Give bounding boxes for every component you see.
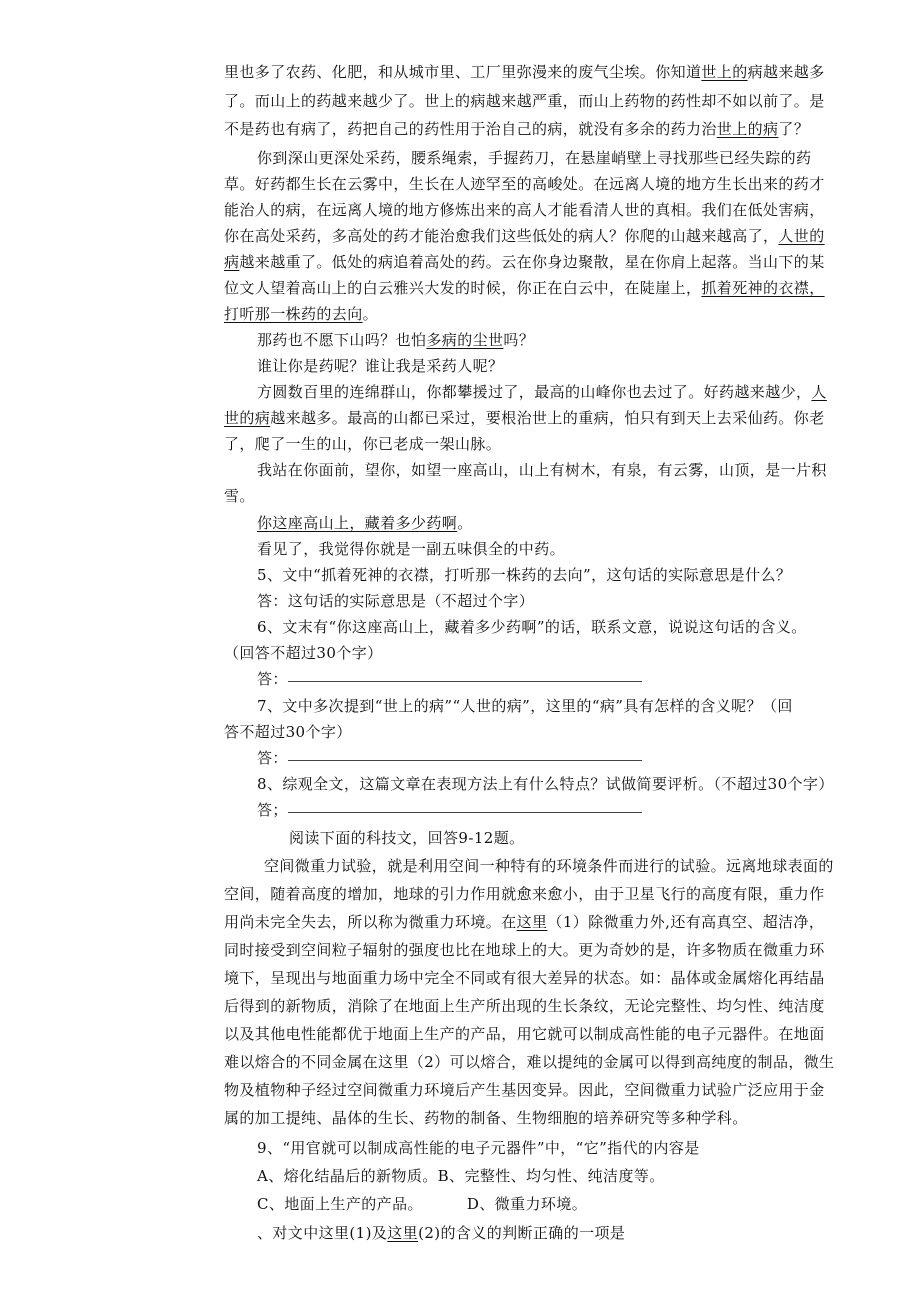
- underlined-phrase: 打听那一株药的去向: [224, 305, 363, 323]
- essay-line: 方圆数百里的连绵群山，你都攀援过了，最高的山峰你也去过了。好药越来越少，人: [257, 383, 827, 401]
- essay-line: 打听那一株药的去向。: [224, 305, 379, 323]
- science-line: 空间，随着高度的增加，地球的引力作用就愈来愈小，由于卫星飞行的高度有限，重力作: [224, 885, 825, 903]
- science-line: 空间微重力试验，就是利用空间一种特有的环境条件而进行的试验。远离地球表面的: [264, 857, 834, 875]
- question-9-options: C、地面上生产的产品。 D、微重力环境。: [257, 1195, 588, 1213]
- science-line: 物及植物种子经过空间微重力环境后产生基因变异。因此，空间微重力试验广泛应用于金: [224, 1081, 825, 1099]
- underlined-phrase: 世上的: [701, 63, 748, 81]
- essay-line: 你到深山更深处采药，腰系绳索，手握药刀，在悬崖峭壁上寻找那些已经失踪的药: [257, 149, 812, 167]
- question-7-cont: 答不超过30个字）: [224, 723, 352, 741]
- answer-5: 答：这句话的实际意思是（不超过个字）: [257, 592, 535, 610]
- essay-line: 了。而山上的药越来越少了。世上的病越来越严重，而山上药物的药性却不如以前了。是: [224, 92, 825, 110]
- question-8: 8、综观全文，这篇文章在表现方法上有什么特点？试做简要评析。（不超过30个字）: [257, 775, 834, 793]
- answer-6: 答：: [257, 666, 877, 692]
- underlined-phrase: 世上的病: [716, 120, 779, 138]
- essay-line: 你在高处采药，多高处的药才能治愈我们这些低处的病人？你爬的山越来越高了，人世的: [224, 227, 825, 245]
- essay-line: 不是药也有病了，药把自己的药性用于治自己的病，就没有多余的药力治世上的病了？: [224, 120, 810, 138]
- essay-line: 我站在你面前，望你，如望一座高山，山上有树木，有泉，有云雾，山顶，是一片积: [257, 461, 827, 479]
- science-line: 同时接受到空间粒子辐射的强度也比在地球上的大。更为奇妙的是，许多物质在微重力环: [224, 941, 825, 959]
- question-9: 9、“用官就可以制成高性能的电子元器件”中，“它”指代的内容是: [257, 1139, 700, 1157]
- essay-line: 看见了，我觉得你就是一副五味俱全的中药。: [257, 540, 566, 558]
- science-line: 境下，呈现出与地面重力场中完全不同或有很大差异的状态。如：晶体或金属熔化再结晶: [224, 969, 825, 987]
- essay-line: 里也多了农药、化肥，和从城市里、工厂里弥漫来的废气尘埃。你知道世上的病越来越多: [224, 63, 825, 81]
- essay-line: 能治人的病，在远离人境的地方修炼出来的高人才能看清人世的真相。我们在低处害病，: [224, 201, 825, 219]
- underlined-phrase: 你这座高山上，藏着多少药啊: [257, 514, 458, 532]
- science-line: 属的加工提纯、晶体的生长、药物的制备、生物细胞的培养研究等多种学科。: [224, 1109, 748, 1127]
- essay-line: 那药也不愿下山吗？也怕多病的尘世吗？: [257, 331, 535, 349]
- underlined-phrase: 多病的尘世: [426, 331, 504, 349]
- underlined-phrase: 人: [811, 383, 827, 401]
- essay-line: 谁让你是药呢？谁让我是采药人呢？: [257, 357, 504, 375]
- question-6: 6、文末有“你这座高山上，藏着多少药啊”的话，联系文意，说说这句话的含义。: [257, 618, 807, 636]
- underlined-phrase: 世的病: [224, 409, 271, 427]
- answer-7: 答：: [257, 745, 877, 771]
- underlined-phrase: 人世的: [778, 227, 825, 245]
- essay-line: 你这座高山上，藏着多少药啊。: [257, 514, 473, 532]
- question-5: 5、文中“抓着死神的衣襟，打听那一株药的去向”，这句话的实际意思是什么？: [257, 566, 792, 584]
- question-6-cont: （回答不超过30个字）: [224, 644, 383, 662]
- essay-line: 世的病越来越多。最高的山都已采过，要根治世上的重病，怕只有到天上去采仙药。你老: [224, 409, 825, 427]
- science-line: 以及其他电性能都优于地面上生产的产品，用它就可以制成高性能的电子元器件。在地面: [224, 1025, 825, 1043]
- essay-line: 位文人望着高山上的白云雅兴大发的时候，你正在白云中，在陡崖上，抓着死神的衣襟，: [224, 279, 825, 297]
- science-line: 难以熔合的不同金属在这里（2）可以熔合，难以提纯的金属可以得到高纯度的制品，微生: [224, 1053, 835, 1071]
- question-7: 7、文中多次提到“世上的病”“人世的病”，这里的“病”具有怎样的含义呢？（回: [257, 697, 793, 715]
- essay-line: 雪。: [224, 487, 255, 505]
- essay-line: 草。好药都生长在云雾中，生长在人迹罕至的高峻处。在远离人境的地方生长出来的药才: [224, 175, 825, 193]
- question-10: 、对文中这里(1)及这里(2)的含义的判断正确的一项是: [257, 1224, 626, 1242]
- science-line: 用尚未完全失去，所以称为微重力环境。在这里（1）除微重力外,还有高真空、超洁净，: [224, 913, 825, 931]
- section-intro: 阅读下面的科技文，回答9-12题。: [289, 829, 525, 847]
- underlined-phrase: 这里: [387, 1224, 419, 1242]
- essay-line: 病越来越重了。低处的病追着高处的药。云在你身边聚散，星在你肩上起落。当山下的某: [224, 253, 825, 271]
- underlined-phrase: 病: [224, 253, 240, 271]
- answer-8: 答；: [257, 797, 877, 823]
- answer-blank[interactable]: [288, 760, 642, 761]
- underlined-phrase: 抓着死神的衣襟，: [701, 279, 825, 297]
- answer-blank[interactable]: [288, 812, 642, 813]
- essay-line: 了，爬了一生的山，你已老成一架山脉。: [224, 435, 502, 453]
- question-9-options: A、熔化结晶后的新物质。B、完整性、均匀性、纯洁度等。: [257, 1167, 665, 1185]
- answer-blank[interactable]: [288, 681, 642, 682]
- underlined-phrase: 这里: [516, 913, 548, 931]
- science-line: 后得到的新物质，消除了在地面上生产所出现的生长条纹，无论完整性、均匀性、纯洁度: [224, 997, 825, 1015]
